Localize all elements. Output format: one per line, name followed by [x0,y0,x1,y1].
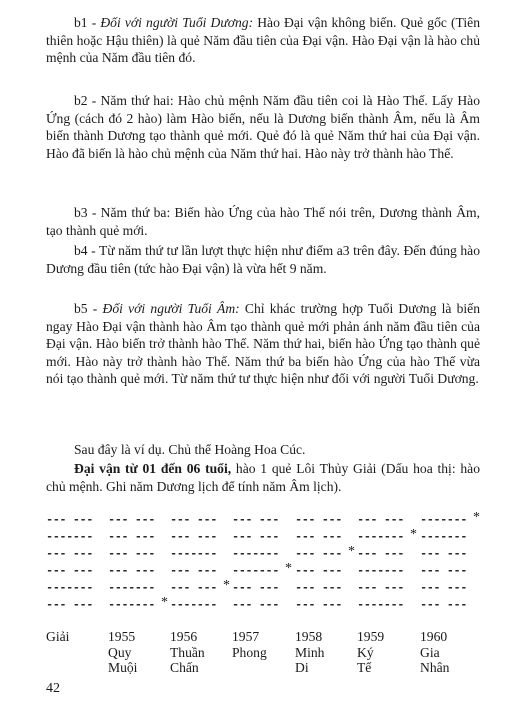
hexagram-line: --- --- [46,564,93,578]
year-column [357,629,421,676]
year-column-text: 1957 [232,629,260,644]
year-column-text: Thuần [170,644,205,660]
year-column-text: Di [295,660,309,675]
hexagram-line: ------- [46,581,93,595]
hexagram-line: ------- [420,513,467,527]
year-column [420,629,484,676]
paragraph-example: Sau đây là ví dụ. Chủ thể Hoàng Hoa Cúc. [74,442,306,457]
hexagram-line: --- --- [420,598,467,612]
hexagram-line: ------- [357,598,404,612]
hexagram-column [108,512,168,614]
hexagram-line: --- --- [46,598,93,612]
year-column [170,629,234,676]
hexagram-line: ------- [232,564,279,578]
hexagram-line: --- --- [232,513,279,527]
year-column-text: Ký [357,644,374,660]
chu-menh-star-mark: * [161,595,168,610]
hexagram-line: --- --- [295,581,342,595]
paragraph-b5 [46,300,480,388]
hexagram-line: --- --- [357,513,404,527]
b1-label: b1 - [74,15,101,30]
chu-menh-star-mark: * [223,578,230,593]
hexagram-column [357,512,417,614]
b5-label: b5 - [74,301,103,316]
hexagram-line: ------- [232,547,279,561]
hexagram-line: --- --- [357,547,404,561]
year-column-text: Muội [108,660,138,675]
hexagram-line: --- --- [170,581,217,595]
b5-text: Chỉ khác trường hợp Tuổi Dương là biến ngay Hào Đại vận thành hào Âm tạo thành quẻ mới phản ánh năm đầu tiên của Đại vận. Hào biến trở thành hào Thế. Năm thứ hai, biến hào Ứng tạo thành quẻ mới. Hào này trở thành hào Thế. Năm thứ ba biến hào Ứng của hào Thế vừa nói tạo thành quẻ mới. Từ năm thứ tư thực hiện như đối với người Tuổi Dương. [46,301,481,387]
year-column-text: Nhân [420,660,450,675]
hexagram-line: --- --- [46,547,93,561]
year-column-text: Phong [232,644,267,660]
hexagram-line: --- --- [108,547,155,561]
hexagram-line: ------- [357,530,404,544]
paragraph-b2: b2 - Năm thứ hai: Hào chủ mệnh Năm đầu tiên coi là Hào Thế. Lấy Hào Ứng (cách đó 2 hào) làm Hào biến, nếu là Dương biến thành Âm, nếu là Âm biến thành Dương tạo thành quẻ mới. Quẻ đó là quẻ Năm thứ hai của Đại vận. Hào đã biến là hào chủ mệnh của Năm thứ hai. Hào này trở thành hào Thế. [46,93,480,161]
year-column-text: Tế [357,660,372,675]
year-column-text [46,645,110,661]
paragraph-dai-van [46,460,480,495]
hexagram-line: ------- [170,598,217,612]
paragraph-b1 [46,14,480,67]
hexagram-line: ------- [170,547,217,561]
year-column-text [46,660,110,676]
hexagram-line: --- --- [232,581,279,595]
year-column-text: Giải [46,629,70,644]
year-column-text: 1958 [295,629,323,644]
year-column [232,629,296,676]
page-number: 42 [46,681,60,696]
hexagram-line: --- --- [46,513,93,527]
year-column-text: Quy [108,644,132,660]
hexagram-line: --- --- [295,547,342,561]
chu-menh-star-mark: * [473,510,480,525]
chu-menh-star-mark: * [348,544,355,559]
b5-italic-heading: Đối với người Tuổi Âm: [102,301,240,316]
hexagram-line: ------- [108,598,155,612]
hexagram-line: --- --- [108,564,155,578]
dai-van-text: hào 1 quẻ Lôi Thủy Giải (Dấu hoa thị: hào chủ mệnh. Ghi năm Dương lịch để tính năm Âm lịch). [46,461,480,494]
dai-van-bold: Đại vận từ 01 đến 06 tuổi, [74,461,232,476]
hexagram-column [170,512,230,614]
chu-menh-star-mark: * [285,561,292,576]
year-column-text [232,660,296,676]
hexagram-line: --- --- [232,530,279,544]
paragraph-b4: b4 - Từ năm thứ tư lần lượt thực hiện như điểm a3 trên đây. Đến đúng hào Dương đầu tiên (tức hào Đại vận) là vừa hết 9 năm. [46,243,480,276]
year-column-text: Chấn [170,660,199,675]
hexagram-line: --- --- [170,513,217,527]
hexagram-line: ------- [108,581,155,595]
hexagram-line: --- --- [420,581,467,595]
hexagram-line: --- --- [108,513,155,527]
hexagram-line: --- --- [170,530,217,544]
hexagram-column [420,512,480,614]
year-column-text: 1960 [420,629,448,644]
hexagram-column [232,512,292,614]
hexagram-line: --- --- [295,530,342,544]
hexagram-line: --- --- [232,598,279,612]
year-column [108,629,172,676]
hexagram-line: ------- [420,530,467,544]
year-column-text: 1955 [108,629,136,644]
year-column-text: Gia [420,644,440,660]
hexagram-line: --- --- [357,581,404,595]
hexagram-column [46,512,106,614]
year-column-text: 1959 [357,629,385,644]
b1-text: Hào Đại vận không biến. Quẻ gốc (Tiên thiên hoặc Hậu thiên) là quẻ Năm đầu tiên của Đại vận. Hào Đại vận là hào chủ mệnh của Năm đầu tiên đó. [46,15,480,66]
b1-italic-heading: Đối với người Tuổi Dương: [100,15,254,30]
year-column [46,629,110,676]
hexagram-line: --- --- [295,598,342,612]
year-column [295,629,359,676]
hexagram-line: ------- [46,530,93,544]
hexagram-line: --- --- [420,564,467,578]
year-column-text: 1956 [170,629,198,644]
hexagram-line: --- --- [420,547,467,561]
hexagram-line: --- --- [108,530,155,544]
hexagram-line: --- --- [170,564,217,578]
hexagram-column [295,512,355,614]
hexagram-line: --- --- [295,564,342,578]
chu-menh-star-mark: * [410,527,417,542]
year-column-text: Minh [295,644,325,660]
hexagram-line: --- --- [295,513,342,527]
hexagram-table [46,512,486,632]
paragraph-b3: b3 - Năm thứ ba: Biến hào Ứng của hào Thế nói trên, Dương thành Âm, tạo thành quẻ mới. [46,205,480,238]
hexagram-line: ------- [357,564,404,578]
